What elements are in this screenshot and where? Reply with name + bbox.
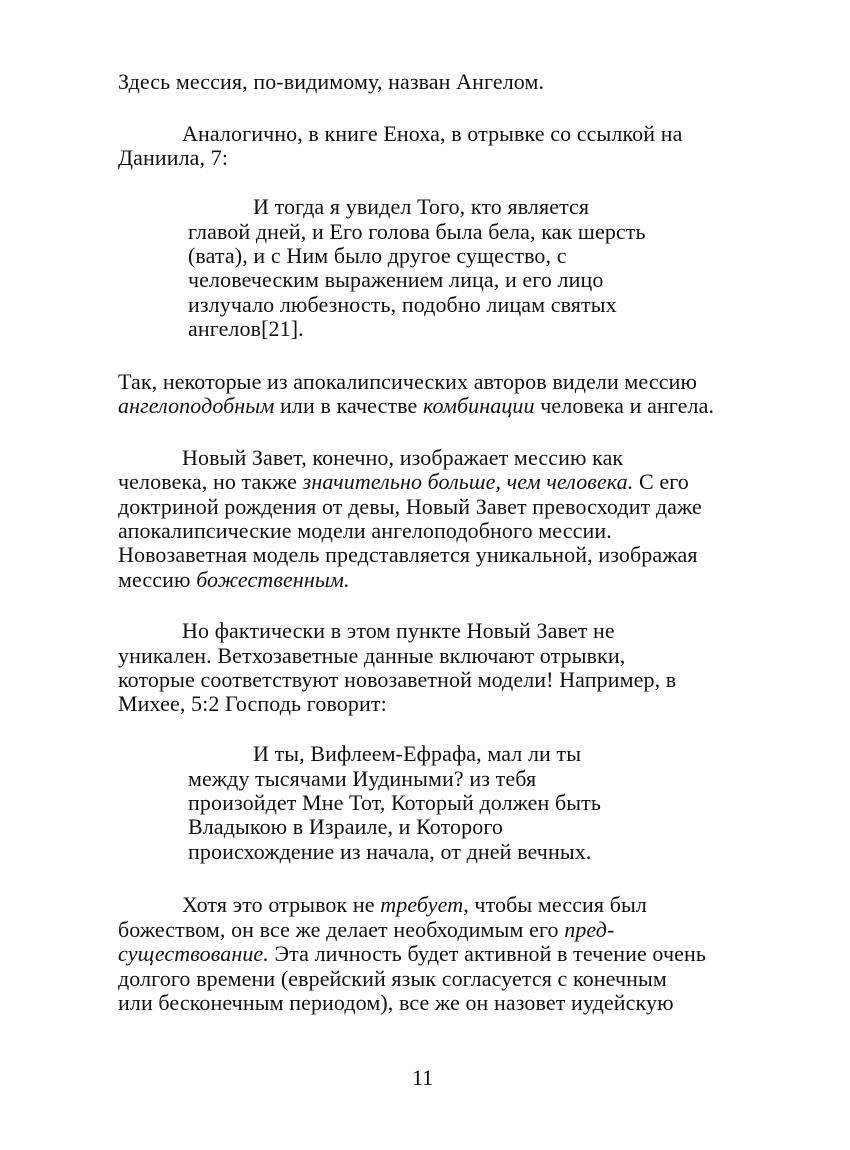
paragraph-3-line-1: Так, некоторые из апокалипсических авторов видели мессию <box>118 369 697 394</box>
paragraph-4-line-6 <box>118 568 350 592</box>
paragraph-5-line-2: уникален. Ветхозаветные данные включают отрывки, <box>118 643 626 668</box>
plain-text: Эта личность будет активной в течение очень <box>268 941 706 966</box>
italic-text: пред- <box>564 917 615 942</box>
paragraph-6-line-5: или бесконечным периодом), все же он назовет иудейскую <box>118 990 674 1015</box>
quote-2-line-3: произойдет Мне Тот, Который должен быть <box>188 790 602 815</box>
paragraph-6-line-1 <box>182 893 647 917</box>
quote-2-line-5: происхождение из начала, от дней вечных. <box>188 839 592 864</box>
plain-text: мессию <box>118 567 197 592</box>
paragraph-1-line-1: Здесь мессия, по-видимому, назван Ангелом. <box>118 69 545 94</box>
quote-2-line-4: Владыкою в Израиле, и Которого <box>188 814 504 839</box>
italic-text: комбинации <box>423 393 535 418</box>
italic-text: божественным. <box>196 567 350 592</box>
plain-text: или в качестве <box>274 393 423 418</box>
plain-text: божеством, он все же делает необходимым его <box>118 917 565 942</box>
plain-text: С его <box>633 469 689 494</box>
italic-text: ангелоподобным <box>118 393 275 418</box>
page-number: 11 <box>412 1065 434 1090</box>
paragraph-4-line-5: Новозаветная модель представляется уникальной, изображая <box>118 542 698 567</box>
quote-1-line-3: (вата), и с Ним было другое существо, с <box>188 243 567 268</box>
paragraph-5-line-3: которые соответствуют новозаветной модели! Например, в <box>118 667 677 692</box>
paragraph-4-line-4: апокалипсические модели ангелоподобного мессии. <box>118 518 612 543</box>
paragraph-2-line-2: Даниила, 7: <box>118 145 229 170</box>
paragraph-4-line-3: доктриной рождения от девы, Новый Завет превосходит даже <box>118 494 702 519</box>
italic-text: требует <box>380 892 464 917</box>
quote-1-line-4: человеческим выражением лица, и его лицо <box>188 267 604 292</box>
quote-1-line-1: И тогда я увидел Того, кто является <box>253 194 590 219</box>
quote-1-line-2: главой дней, и Его голова была бела, как шерсть <box>188 219 646 244</box>
plain-text: , чтобы мессия был <box>463 892 648 917</box>
paragraph-6-line-4: долгого времени (еврейский язык согласуется с конечным <box>118 966 667 991</box>
paragraph-2-line-1: Аналогично, в книге Еноха, в отрывке со ссылкой на <box>182 121 683 146</box>
paragraph-4-line-1: Новый Завет, конечно, изображает мессию как <box>182 445 624 470</box>
italic-text: существование. <box>118 941 269 966</box>
paragraph-4-line-2 <box>118 470 689 494</box>
quote-2-line-2: между тысячами Иудиными? из тебя <box>188 766 537 791</box>
quote-2-line-1: И ты, Вифлеем-Ефрафа, мал ли ты <box>253 741 582 766</box>
paragraph-6-line-2 <box>118 918 614 942</box>
quote-1-line-6: ангелов[21]. <box>188 316 304 341</box>
quote-1-line-5: излучало любезность, подобно лицам святых <box>188 292 617 317</box>
paragraph-5-line-1: Но фактически в этом пункте Новый Завет не <box>182 618 615 643</box>
paragraph-3-line-2 <box>118 394 714 418</box>
italic-text: значительно больше, чем человека. <box>302 469 634 494</box>
paragraph-5-line-4: Михее, 5:2 Господь говорит: <box>118 691 387 716</box>
plain-text: человека, но также <box>118 469 303 494</box>
plain-text: Хотя это отрывок не <box>182 892 381 917</box>
plain-text: человека и ангела. <box>534 393 715 418</box>
paragraph-6-line-3 <box>118 942 706 966</box>
